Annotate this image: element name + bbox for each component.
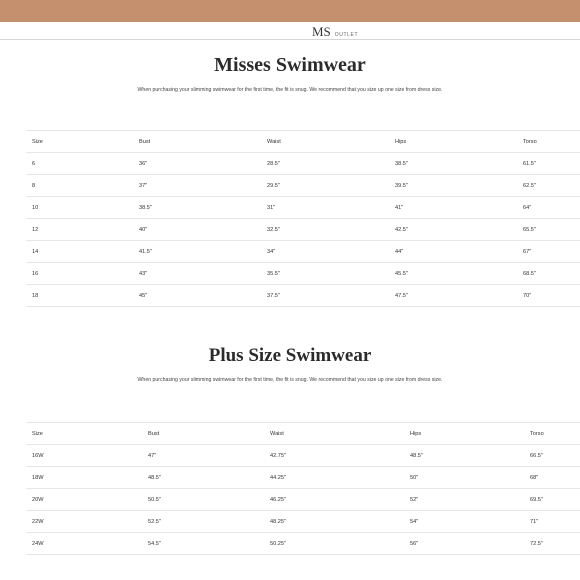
cell-waist: 48.25": [264, 511, 404, 533]
cell-hips: 48.5": [404, 445, 524, 467]
brand-logo[interactable]: [312, 24, 358, 40]
table-row: [26, 263, 580, 285]
cell-size: 14: [26, 241, 133, 263]
table-row: [26, 489, 580, 511]
site-header: [0, 22, 580, 40]
cell-hips: 42.5": [389, 219, 517, 241]
cell-bust: 48.5": [142, 467, 264, 489]
table-row: [26, 467, 580, 489]
cell-torso: 67": [517, 241, 580, 263]
table-row: [26, 241, 580, 263]
cell-torso: 62.5": [517, 175, 580, 197]
header-size: Size: [26, 423, 142, 445]
cell-torso: 64": [517, 197, 580, 219]
header-hips: Hips: [404, 423, 524, 445]
cell-waist: 44.25": [264, 467, 404, 489]
misses-title: Misses Swimwear: [214, 54, 366, 76]
cell-waist: 42.75": [264, 445, 404, 467]
cell-size: 20W: [26, 489, 142, 511]
cell-size: 22W: [26, 511, 142, 533]
cell-bust: 52.5": [142, 511, 264, 533]
cell-bust: 45": [133, 285, 261, 307]
cell-size: 24W: [26, 533, 142, 555]
cell-waist: 35.5": [261, 263, 389, 285]
cell-hips: 39.5": [389, 175, 517, 197]
cell-torso: 68.5": [517, 263, 580, 285]
header-torso: Torso: [517, 131, 580, 153]
cell-size: 16W: [26, 445, 142, 467]
cell-hips: 50": [404, 467, 524, 489]
cell-waist: 46.25": [264, 489, 404, 511]
header-waist: Waist: [261, 131, 389, 153]
cell-torso: 71": [524, 511, 580, 533]
header-torso: Torso: [524, 423, 580, 445]
plus-note: When purchasing your slimming swimwear for the first time, the fit is snug. We recommend that you size up one size from dress size.: [137, 377, 443, 383]
cell-torso: 69.5": [524, 489, 580, 511]
table-header-row: [26, 423, 580, 445]
cell-size: 10: [26, 197, 133, 219]
cell-bust: 36": [133, 153, 261, 175]
cell-waist: 29.5": [261, 175, 389, 197]
cell-hips: 38.5": [389, 153, 517, 175]
cell-waist: 37.5": [261, 285, 389, 307]
plus-size-table: [26, 422, 580, 555]
cell-hips: 52": [404, 489, 524, 511]
cell-size: 12: [26, 219, 133, 241]
misses-note: When purchasing your slimming swimwear for the first time, the fit is snug. We recommend that you size up one size from dress size.: [137, 87, 443, 93]
cell-bust: 41.5": [133, 241, 261, 263]
cell-torso: 66.5": [524, 445, 580, 467]
cell-size: 16: [26, 263, 133, 285]
cell-waist: 32.5": [261, 219, 389, 241]
top-color-bar: [0, 0, 580, 22]
table-row: [26, 219, 580, 241]
cell-hips: 47.5": [389, 285, 517, 307]
header-size: Size: [26, 131, 133, 153]
cell-bust: 37": [133, 175, 261, 197]
cell-torso: 61.5": [517, 153, 580, 175]
logo-mark: MS: [312, 24, 331, 39]
cell-size: 8: [26, 175, 133, 197]
cell-torso: 72.5": [524, 533, 580, 555]
cell-waist: 50.25": [264, 533, 404, 555]
cell-bust: 50.5": [142, 489, 264, 511]
header-bust: Bust: [133, 131, 261, 153]
cell-bust: 43": [133, 263, 261, 285]
logo-subtitle: OUTLET: [334, 32, 359, 38]
cell-hips: 45.5": [389, 263, 517, 285]
cell-bust: 54.5": [142, 533, 264, 555]
cell-hips: 44": [389, 241, 517, 263]
table-row: [26, 153, 580, 175]
table-row: [26, 533, 580, 555]
table-row: [26, 197, 580, 219]
table-row: [26, 511, 580, 533]
cell-size: 18W: [26, 467, 142, 489]
header-bust: Bust: [142, 423, 264, 445]
header-hips: Hips: [389, 131, 517, 153]
cell-size: 6: [26, 153, 133, 175]
header-waist: Waist: [264, 423, 404, 445]
table-row: [26, 285, 580, 307]
cell-waist: 28.5": [261, 153, 389, 175]
cell-waist: 31": [261, 197, 389, 219]
cell-torso: 65.5": [517, 219, 580, 241]
cell-waist: 34": [261, 241, 389, 263]
table-row: [26, 445, 580, 467]
cell-torso: 70": [517, 285, 580, 307]
cell-bust: 47": [142, 445, 264, 467]
table-header-row: [26, 131, 580, 153]
cell-torso: 68": [524, 467, 580, 489]
cell-hips: 54": [404, 511, 524, 533]
table-row: [26, 175, 580, 197]
cell-bust: 40": [133, 219, 261, 241]
cell-size: 18: [26, 285, 133, 307]
cell-hips: 56": [404, 533, 524, 555]
plus-title: Plus Size Swimwear: [208, 345, 372, 366]
cell-hips: 41": [389, 197, 517, 219]
cell-bust: 38.5": [133, 197, 261, 219]
misses-size-table: [26, 130, 580, 307]
